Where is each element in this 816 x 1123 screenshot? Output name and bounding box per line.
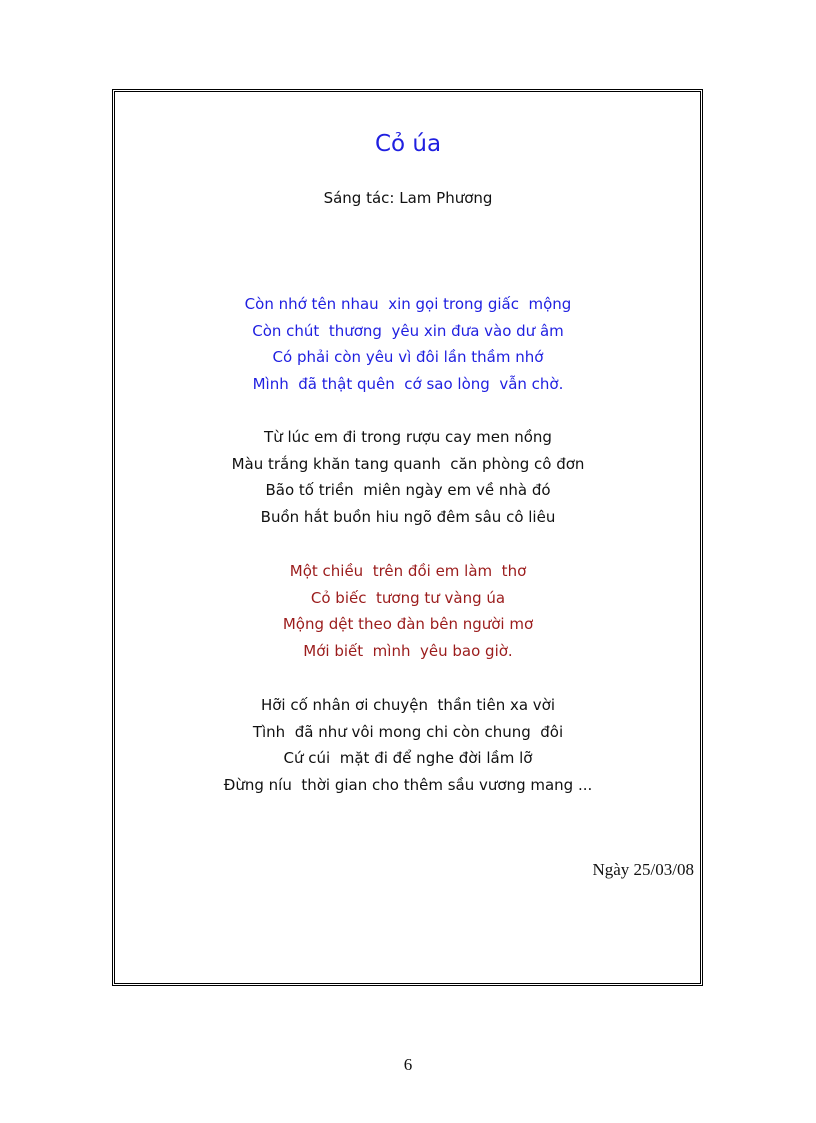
- stanza-line: Còn nhớ tên nhau xin gọi trong giấc mộng: [244, 295, 572, 313]
- stanza-line: Từ lúc em đi trong rượu cay men nồng: [264, 428, 552, 446]
- stanza-line: Cỏ biếc tương tư vàng úa: [310, 588, 506, 607]
- poem-author: Sáng tác: Lam Phương: [323, 189, 493, 207]
- stanza-line: Cứ cúi mặt đi để nghe đời lầm lỡ: [283, 749, 533, 768]
- poem-title: Cỏ úa: [374, 131, 442, 157]
- stanza-2: [0, 424, 816, 531]
- stanza-line: Buồn hắt buồn hiu ngõ đêm sâu cô liêu: [260, 508, 556, 527]
- stanza-line: Đừng níu thời gian cho thêm sầu vương mang ...: [223, 776, 593, 795]
- stanza-line: Một chiều trên đồi em làm thơ: [289, 562, 527, 580]
- stanza-4: [0, 692, 816, 799]
- stanza-line: Có phải còn yêu vì đôi lần thầm nhớ: [272, 348, 544, 367]
- stanza-line: Màu trắng khăn tang quanh căn phòng cô đơn: [231, 454, 585, 473]
- stanza-line: Bão tố triền miên ngày em về nhà đó: [265, 481, 551, 500]
- stanza-line: Còn chút thương yêu xin đưa vào dư âm: [252, 321, 564, 340]
- page-number: 6: [403, 1055, 413, 1074]
- stanza-line: Mình đã thật quên cớ sao lòng vẫn chờ.: [252, 375, 564, 394]
- stanza-line: Hỡi cố nhân ơi chuyện thần tiên xa vời: [260, 696, 556, 714]
- poem-border-frame: [112, 89, 703, 986]
- stanza-line: Mộng dệt theo đàn bên người mơ: [282, 615, 534, 634]
- stanza-line: Mới biết mình yêu bao giờ.: [303, 642, 513, 661]
- stanza-1: [0, 291, 816, 398]
- stanza-line: Tình đã như vôi mong chi còn chung đôi: [252, 722, 564, 741]
- poem-date: Ngày 25/03/08: [592, 860, 694, 879]
- stanza-3-chorus: [0, 558, 816, 665]
